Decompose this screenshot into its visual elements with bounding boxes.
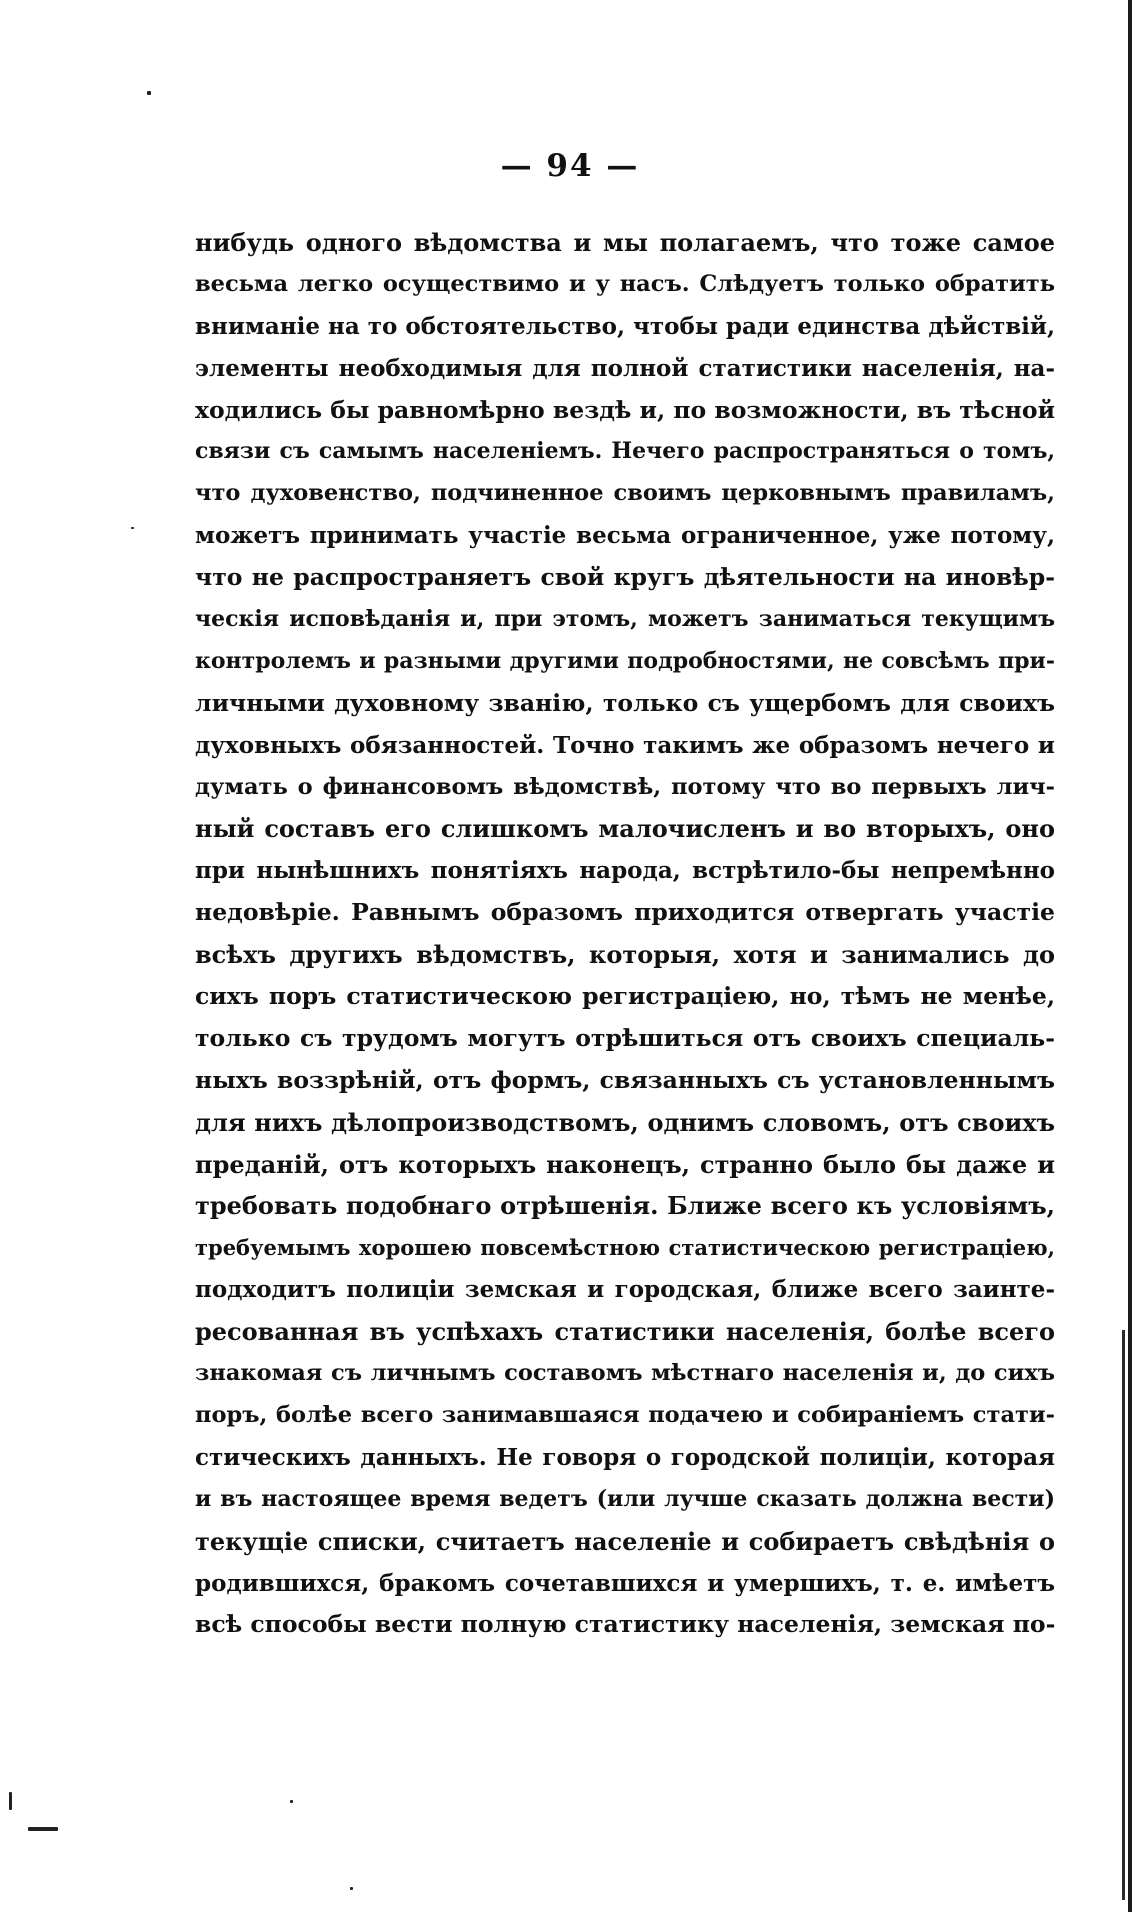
page-edge-rule [1128,0,1132,1912]
text-line: преданій, отъ которыхъ наконецъ, странно было бы даже и [195,1149,1055,1179]
text-line: всѣ способы вести полную статистику населенія, земская по- [195,1610,1056,1639]
text-line: недовѣріе. Равнымъ образомъ приходится отвергать участіе [195,898,1055,927]
text-line: текущіе списки, считаетъ населеніе и собираетъ свѣдѣнія о [195,1526,1055,1556]
body-text [195,222,1055,1646]
text-line: связи съ самымъ населеніемъ. Нечего распространяться о томъ, [195,438,1055,465]
text-line: ресованная въ успѣхахъ статистики населенія, болѣе всего [195,1317,1055,1347]
scan-speck [9,1792,12,1810]
scan-speck [131,527,134,529]
text-line: ческія исповѣданія и, при этомъ, можетъ заниматься текущимъ [195,606,1055,633]
text-line: стическихъ данныхъ. Не говоря о городской полиціи, которая [195,1443,1055,1471]
text-line: всѣхъ другихъ вѣдомствъ, которыя, хотя и занимались до [195,940,1055,970]
scan-speck [350,1887,353,1890]
text-line: что не распространяетъ свой кругъ дѣятельности на иновѣр- [195,563,1055,592]
text-line: только съ трудомъ могутъ отрѣшиться отъ своихъ специаль- [195,1023,1055,1052]
text-line: при нынѣшнихъ понятіяхъ народа, встрѣтило-бы непремѣнно [195,857,1055,885]
text-line: и въ настоящее время ведетъ (или лучше сказать должна вести) [195,1485,1055,1512]
text-line: элементы необходимыя для полной статистики населенія, на- [195,354,1055,382]
text-line: нибудь одного вѣдомства и мы полагаемъ, что тоже самое [195,228,1055,257]
text-line: для нихъ дѣлопроизводствомъ, однимъ словомъ, отъ своихъ [195,1107,1055,1137]
scan-speck [147,91,151,95]
text-line: вниманіе на то обстоятельство, чтобы ради единства дѣйствій, [195,312,1055,340]
text-line: подходитъ полиціи земская и городская, ближе всего заинте- [195,1276,1055,1304]
text-line: духовныхъ обязанностей. Точно такимъ же образомъ нечего и [195,731,1055,759]
text-line: требовать подобнаго отрѣшенія. Ближе всего къ условіямъ, [195,1191,1055,1221]
text-line: требуемымъ хорошею повсемѣстною статистическою регистраціею, [195,1235,1055,1261]
text-line: можетъ принимать участіе весьма ограниченное, уже потому, [195,522,1055,550]
text-line: родившихся, бракомъ сочетавшихся и умершихъ, т. е. имѣетъ [195,1569,1055,1597]
text-line: знакомая съ личнымъ составомъ мѣстнаго населенія и, до сихъ [195,1360,1055,1387]
text-line: ныхъ воззрѣній, отъ формъ, связанныхъ съ установленнымъ [195,1065,1055,1094]
text-line: сихъ поръ статистическою регистраціею, но, тѣмъ не менѣе, [195,982,1055,1011]
page-number: — 94 — [500,148,640,184]
text-line: личными духовному званію, только съ ущербомъ для своихъ [195,688,1055,717]
text-line: весьма легко осуществимо и у насъ. Слѣдуетъ только обратить [195,270,1055,297]
text-line: контролемъ и разными другими подробностями, не совсѣмъ при- [195,647,1055,674]
text-line: что духовенство, подчиненное своимъ церковнымъ правиламъ, [195,480,1055,507]
text-line: ходились бы равномѣрно вездѣ и, по возможности, въ тѣсной [195,395,1055,424]
scan-speck [28,1827,58,1831]
text-line: поръ, болѣе всего занимавшаяся подачею и собираніемъ стати- [195,1401,1055,1428]
page-edge-shadow [1122,1330,1125,1900]
text-line: думать о финансовомъ вѣдомствѣ, потому что во первыхъ лич- [195,773,1055,800]
text-line: ный составъ его слишкомъ малочисленъ и во вторыхъ, оно [195,814,1055,844]
scan-speck [290,1800,293,1803]
